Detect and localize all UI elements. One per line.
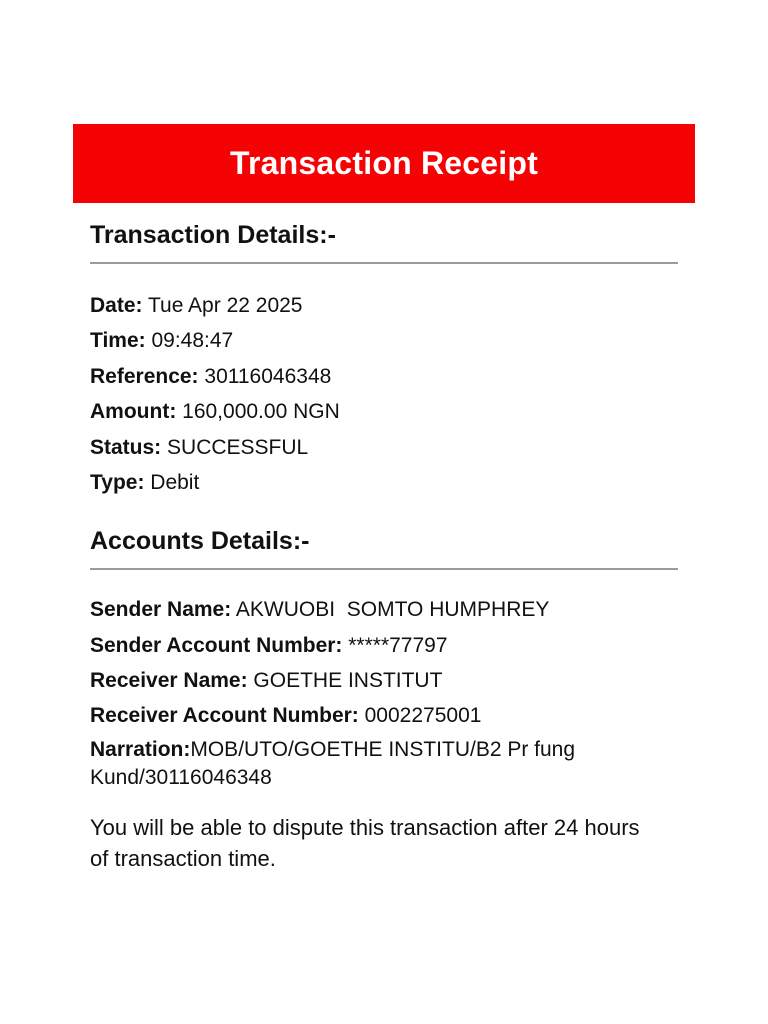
accounts-details-divider (90, 568, 678, 570)
accounts-details-list (90, 592, 678, 792)
sender-account-value: *****77797 (342, 633, 448, 657)
date-label: Date: (90, 294, 143, 317)
amount-label: Amount: (90, 400, 177, 424)
receiver-name-label: Receiver Name: (90, 668, 248, 692)
reference-row (90, 359, 678, 394)
narration-row (90, 736, 678, 792)
amount-row (90, 394, 678, 429)
status-label: Status: (90, 435, 162, 459)
amount-value: 160,000.00 NGN (176, 400, 340, 424)
time-value: 09:48:47 (145, 329, 234, 353)
section-spacer (73, 500, 695, 529)
reference-label: Reference: (90, 364, 199, 388)
time-label: Time: (90, 329, 146, 353)
sender-name-label: Sender Name: (90, 598, 232, 622)
sender-name-row (90, 592, 678, 627)
reference-value: 30116046348 (198, 364, 332, 388)
transaction-receipt (73, 124, 695, 896)
transaction-details-divider (90, 262, 678, 264)
narration-label: Narration: (90, 738, 191, 762)
receiver-account-row (90, 698, 678, 733)
transaction-details-heading: Transaction Details:- (90, 221, 336, 249)
date-value: Tue Apr 22 2025 (142, 294, 303, 317)
accounts-details-section (73, 529, 695, 874)
receipt-banner (73, 124, 695, 203)
type-value: Debit (144, 471, 200, 495)
receipt-title: Transaction Receipt (230, 145, 538, 181)
transaction-details-section (73, 203, 695, 500)
dispute-note: You will be able to dispute this transaction after 24 hours of transaction time. (90, 815, 640, 872)
type-row (90, 465, 678, 500)
receiver-account-label: Receiver Account Number: (90, 704, 359, 728)
transaction-details-list (90, 288, 678, 500)
receiver-name-row (90, 663, 678, 698)
receiver-name-value: GOETHE INSTITUT (247, 668, 443, 692)
date-row (90, 288, 678, 323)
receiver-account-value: 0002275001 (358, 704, 482, 728)
narration-value: MOB/UTO/GOETHE INSTITU/B2 Pr fung Kund/30116046348 (90, 738, 576, 790)
time-row (90, 323, 678, 358)
sender-name-value: AKWUOBI SOMTO HUMPHREY (231, 598, 550, 622)
sender-account-label: Sender Account Number: (90, 633, 343, 657)
type-label: Type: (90, 471, 145, 495)
accounts-details-heading: Accounts Details:- (90, 527, 310, 556)
status-value: SUCCESSFUL (161, 435, 309, 459)
sender-account-row (90, 628, 678, 663)
status-row (90, 430, 678, 465)
